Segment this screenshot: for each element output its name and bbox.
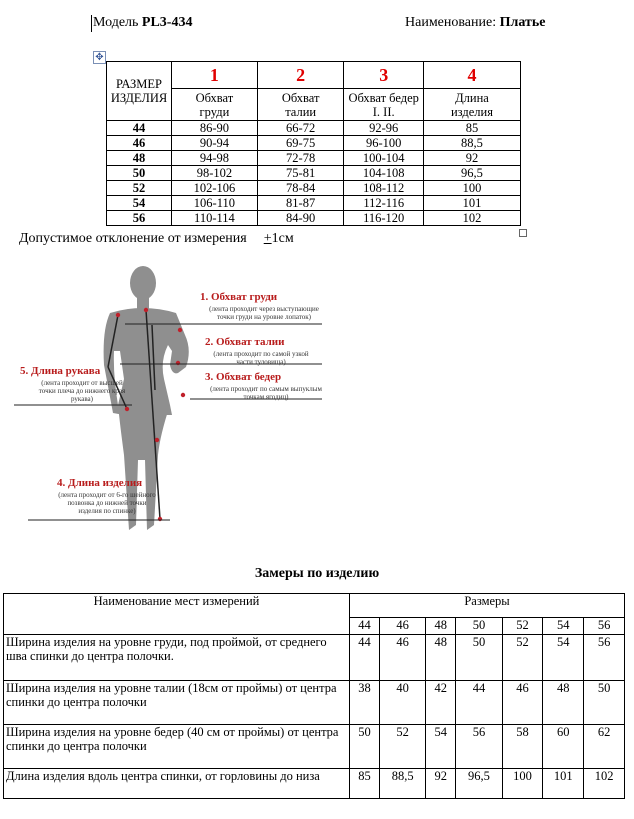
size-row [107,196,521,211]
size-row [107,136,521,151]
measures-cell: 42 [426,681,456,725]
name-label: Наименование: [405,15,497,30]
col-label-4: Длина изделия [423,89,520,121]
measures-size-header: 46 [380,617,426,634]
size-cell: 94-98 [172,151,258,166]
size-row [107,181,521,196]
size-cell: 108-112 [344,181,424,196]
size-cell: 84-90 [257,211,344,226]
measures-cell: 38 [350,681,380,725]
measures-size-header: 54 [543,617,584,634]
size-row-label: 52 [107,181,172,196]
measures-size-header: 52 [502,617,543,634]
measures-row-label: Ширина изделия на уровне груди, под проймой, от среднего шва спинки до центра полочки. [4,635,350,681]
size-cell: 86-90 [172,121,258,136]
size-cell: 75-81 [257,166,344,181]
col-label-3: Обхват бедер I. II. [344,89,424,121]
measures-cell: 44 [456,681,502,725]
col-num-1: 1 [172,62,258,89]
measures-cell: 48 [426,635,456,681]
measures-row-label: Длина изделия вдоль центра спинки, от горловины до низа [4,769,350,799]
size-row-label: 48 [107,151,172,166]
size-cell: 100 [423,181,520,196]
measures-row-label: Ширина изделия на уровне талии (18см от проймы) от центра спинки до центра полочки [4,681,350,725]
measures-sizes-header: Размеры [350,594,625,618]
measures-size-header: 56 [584,617,625,634]
col-label-1: Обхват груди [172,89,258,121]
measures-cell: 50 [350,725,380,769]
size-row-label: 54 [107,196,172,211]
table-move-handle-icon[interactable]: ✥ [93,51,106,64]
size-row [107,211,521,226]
measures-cell: 92 [426,769,456,799]
measures-row [4,635,625,681]
size-cell: 92 [423,151,520,166]
size-row [107,121,521,136]
col-num-3: 3 [344,62,424,89]
measures-cell: 62 [584,725,625,769]
size-cell: 98-102 [172,166,258,181]
label-length-title: 4. Длина изделия [57,477,143,489]
measures-name-header: Наименование мест измерений [4,594,350,635]
tolerance-value: 1см [271,231,294,246]
col-num-4: 4 [423,62,520,89]
measures-cell: 44 [350,635,380,681]
size-cell: 102-106 [172,181,258,196]
size-cell: 81-87 [257,196,344,211]
measurement-figure [0,255,340,555]
measures-row [4,769,625,799]
model-label: Модель [93,15,139,30]
measures-cell: 40 [380,681,426,725]
size-row-label: 44 [107,121,172,136]
measures-cell: 58 [502,725,543,769]
size-row-label: 56 [107,211,172,226]
measures-cell: 52 [502,635,543,681]
measures-cell: 46 [380,635,426,681]
measures-size-header: 44 [350,617,380,634]
label-waist-note: (лента проходит по самой узкой части туловища) [213,350,309,366]
measures-cell: 100 [502,769,543,799]
size-row [107,166,521,181]
label-chest-note: (лента проходит через выступающие точки груди на уровне лопаток) [209,305,319,321]
measures-cell: 50 [456,635,502,681]
size-cell: 101 [423,196,520,211]
label-sleeve-title: 5. Длина рукава [20,365,101,377]
size-cell: 96,5 [423,166,520,181]
size-cell: 104-108 [344,166,424,181]
tolerance-pm: + [263,231,272,246]
measures-size-header: 50 [456,617,502,634]
label-hips-note: (лента проходит по самым выпуклым точкам ягодиц) [210,385,322,401]
measures-row [4,725,625,769]
measures-cell: 48 [543,681,584,725]
col-label-2: Обхват талии [257,89,344,121]
model-line [93,15,192,31]
name-line [405,15,546,31]
measures-row-label: Ширина изделия на уровне бедер (40 см от проймы) от центра спинки до центра полочки [4,725,350,769]
size-row [107,151,521,166]
size-cell: 110-114 [172,211,258,226]
name-value: Платье [499,15,546,30]
measures-cell: 50 [584,681,625,725]
tolerance-line [19,231,294,247]
measures-row [4,681,625,725]
measures-cell: 101 [543,769,584,799]
size-cell: 88,5 [423,136,520,151]
tolerance-text: Допустимое отклонение от измерения [19,231,247,246]
label-length-note: (лента проходит от 6-го шейного позвонка до нижней точки изделия по спинке) [58,491,156,515]
measures-cell: 54 [543,635,584,681]
model-value: PL3-434 [141,15,193,30]
figure-silhouette [0,255,340,555]
measures-cell: 85 [350,769,380,799]
size-cell: 90-94 [172,136,258,151]
size-row-label: 50 [107,166,172,181]
measures-cell: 88,5 [380,769,426,799]
size-cell: 96-100 [344,136,424,151]
measures-cell: 46 [502,681,543,725]
text-cursor [91,15,92,32]
size-cell: 102 [423,211,520,226]
size-cell: 92-96 [344,121,424,136]
measures-cell: 102 [584,769,625,799]
size-cell: 100-104 [344,151,424,166]
measures-title: Замеры по изделию [254,566,380,581]
measures-cell: 96,5 [456,769,502,799]
size-header-cell [107,62,172,121]
size-table [106,61,521,226]
size-cell: 106-110 [172,196,258,211]
size-cell: 72-78 [257,151,344,166]
label-hips-title: 3. Обхват бедер [205,371,282,383]
measures-cell: 60 [543,725,584,769]
measures-table [3,593,625,799]
measures-cell: 52 [380,725,426,769]
measures-cell: 56 [456,725,502,769]
measures-cell: 56 [584,635,625,681]
size-cell: 78-84 [257,181,344,196]
measures-table-body [4,635,625,799]
size-row-label: 46 [107,136,172,151]
label-waist-title: 2. Обхват талии [205,336,285,348]
size-cell: 69-75 [257,136,344,151]
measures-cell: 54 [426,725,456,769]
size-cell: 112-116 [344,196,424,211]
label-chest-title: 1. Обхват груди [200,291,278,303]
size-cell: 66-72 [257,121,344,136]
measures-size-header: 48 [426,617,456,634]
size-cell: 116-120 [344,211,424,226]
label-sleeve-note: (лента проходит от высшей точки плеча до нижнего края рукава) [38,379,126,403]
size-table-body [107,121,521,226]
col-num-2: 2 [257,62,344,89]
size-header: РАЗМЕР ИЗДЕЛИЯ [110,77,168,105]
table-resize-handle[interactable] [519,229,527,237]
size-cell: 85 [423,121,520,136]
